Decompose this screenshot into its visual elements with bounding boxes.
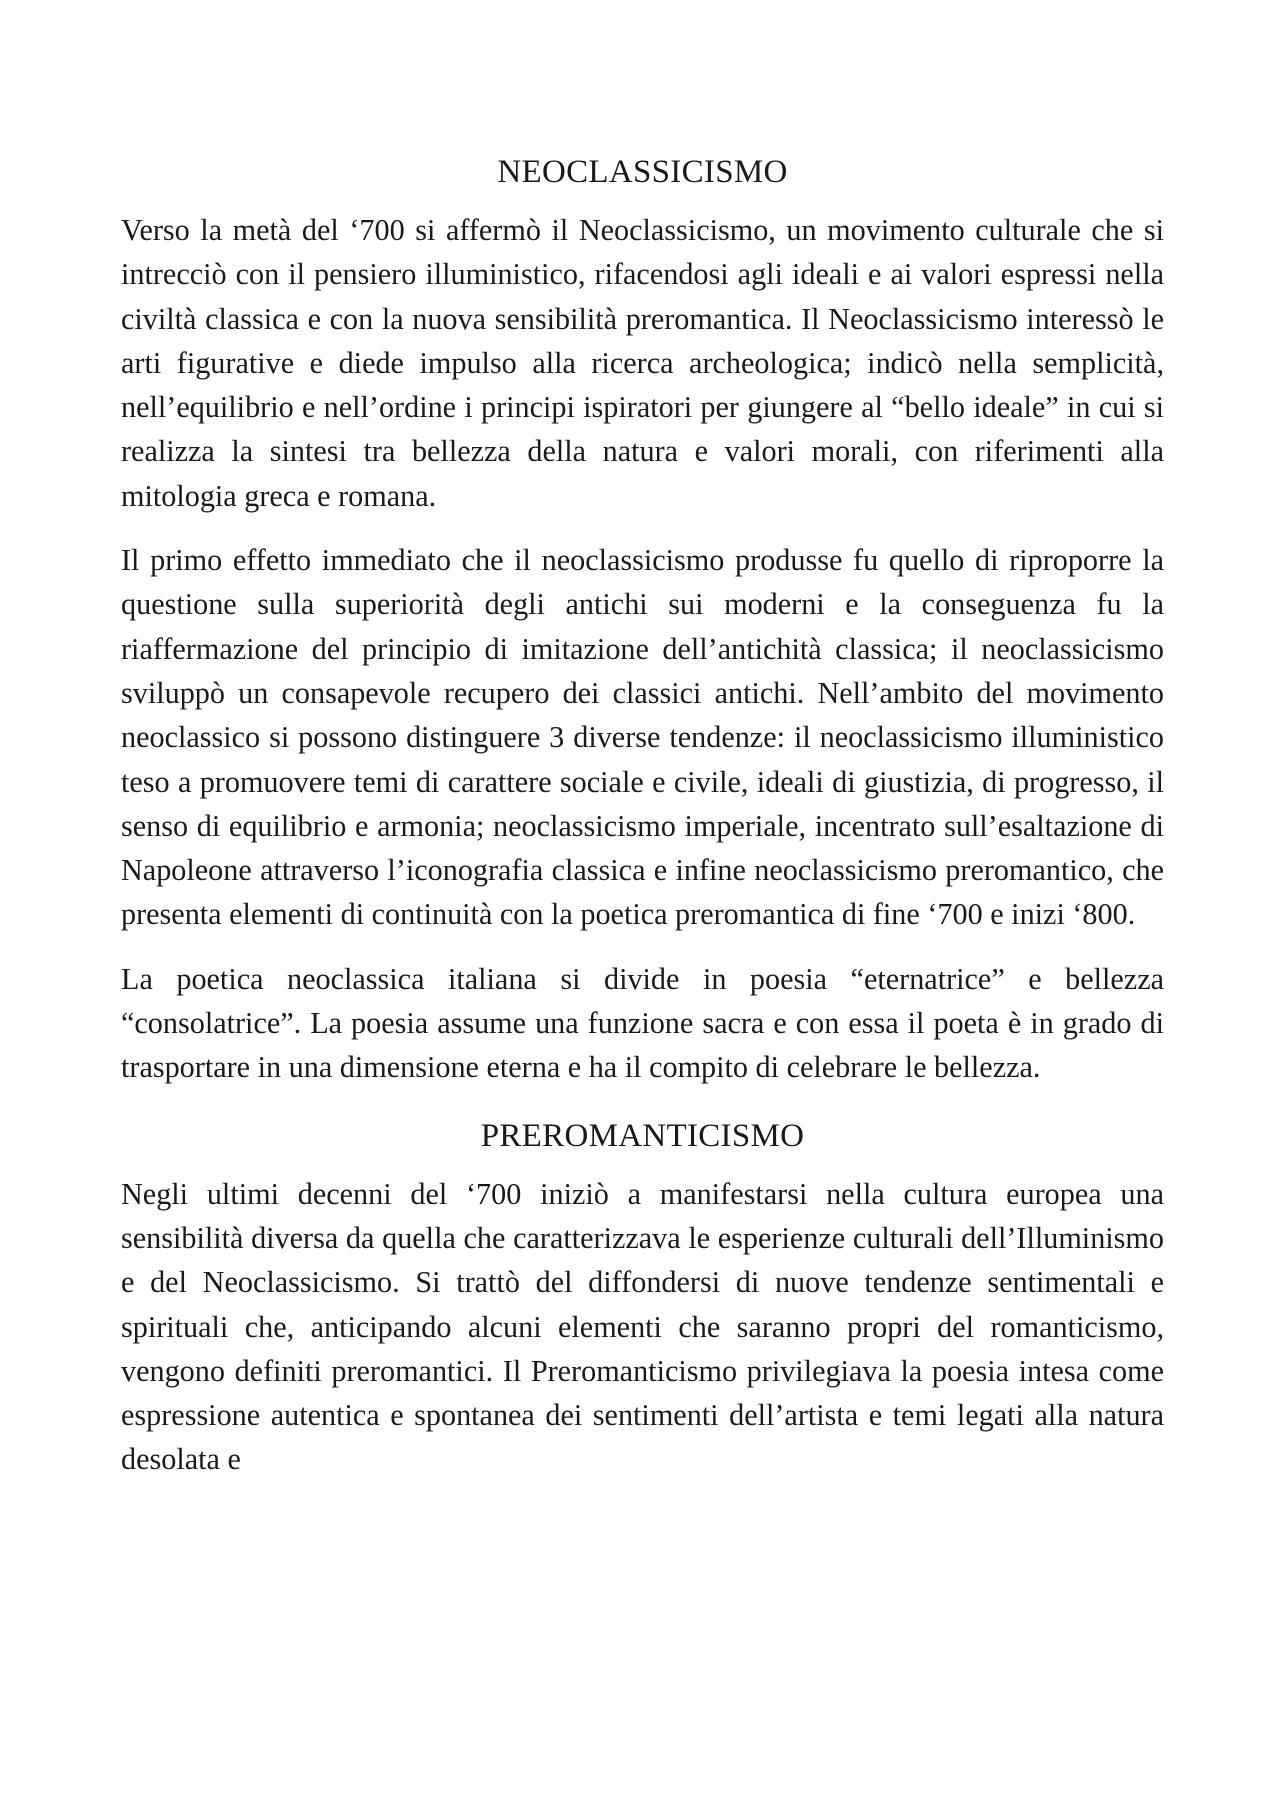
paragraph-neoclassicismo-poetics: La poetica neoclassica italiana si divide in poesia “eternatrice” e bellezza “consolatrice”. La poesia assume una funzione sacra e con essa il poeta è in grado di trasportare in una dimensione eterna e ha il compito di celebrare le bellezza. bbox=[121, 961, 1164, 1085]
paragraph-neoclassicismo-effects: Il primo effetto immediato che il neoclassicismo produsse fu quello di riproporre la questione sulla superiorità degli antichi sui moderni e la conseguenza fu la riaffermazione del principio di imitazione dell’antichità classica; il neoclassicismo sviluppò un consapevole recupero dei classici antichi. Nell’ambito del movimento neoclassico si possono distinguere 3 diverse tendenze: il neoclassicismo illuministico teso a promuovere temi di carattere sociale e civile, ideali di giustizia, di progresso, il senso di equilibrio e armonia; neoclassicismo imperiale, incentrato sull’esaltazione di Napoleone attraverso l’iconografia classica e infine neoclassicismo preromantico, che presenta elementi di continuità con la poetica preromantica di fine ‘700 e inizi ‘800. bbox=[121, 543, 1164, 932]
paragraph-neoclassicismo-intro: Verso la metà del ‘700 si affermò il Neoclassicismo, un movimento culturale che si intrecciò con il pensiero illuministico, rifacendosi agli ideali e ai valori espressi nella civiltà classica e con la nuova sensibilità preromantica. Il Neoclassicismo interessò le arti figurative e diede impulso alla ricerca archeologica; indicò nella semplicità, nell’equilibrio e nell’ordine i principi ispiratori per giungere al “bello ideale” in cui si realizza la sintesi tra bellezza della natura e valori morali, con riferimenti alla mitologia greca e romana. bbox=[121, 213, 1164, 513]
section-title-neoclassicismo: NEOCLASSICISMO bbox=[497, 154, 788, 190]
document-body bbox=[121, 150, 1164, 1502]
paragraph-preromanticismo-intro: Negli ultimi decenni del ‘700 iniziò a manifestarsi nella cultura europea una sensibilità diversa da quella che caratterizzava le esperienze culturali dell’Illuminismo e del Neoclassicismo. Si trattò del diffondersi di nuove tendenze sentimentali e spirituali che, anticipando alcuni elementi che saranno propri del romanticismo, vengono definiti preromantici. Il Preromanticismo privilegiava la poesia intesa come espressione autentica e spontanea dei sentimenti dell’artista e temi legati alla natura desolata e bbox=[121, 1176, 1164, 1477]
section-title-preromanticismo: PREROMANTICISMO bbox=[480, 1117, 805, 1154]
